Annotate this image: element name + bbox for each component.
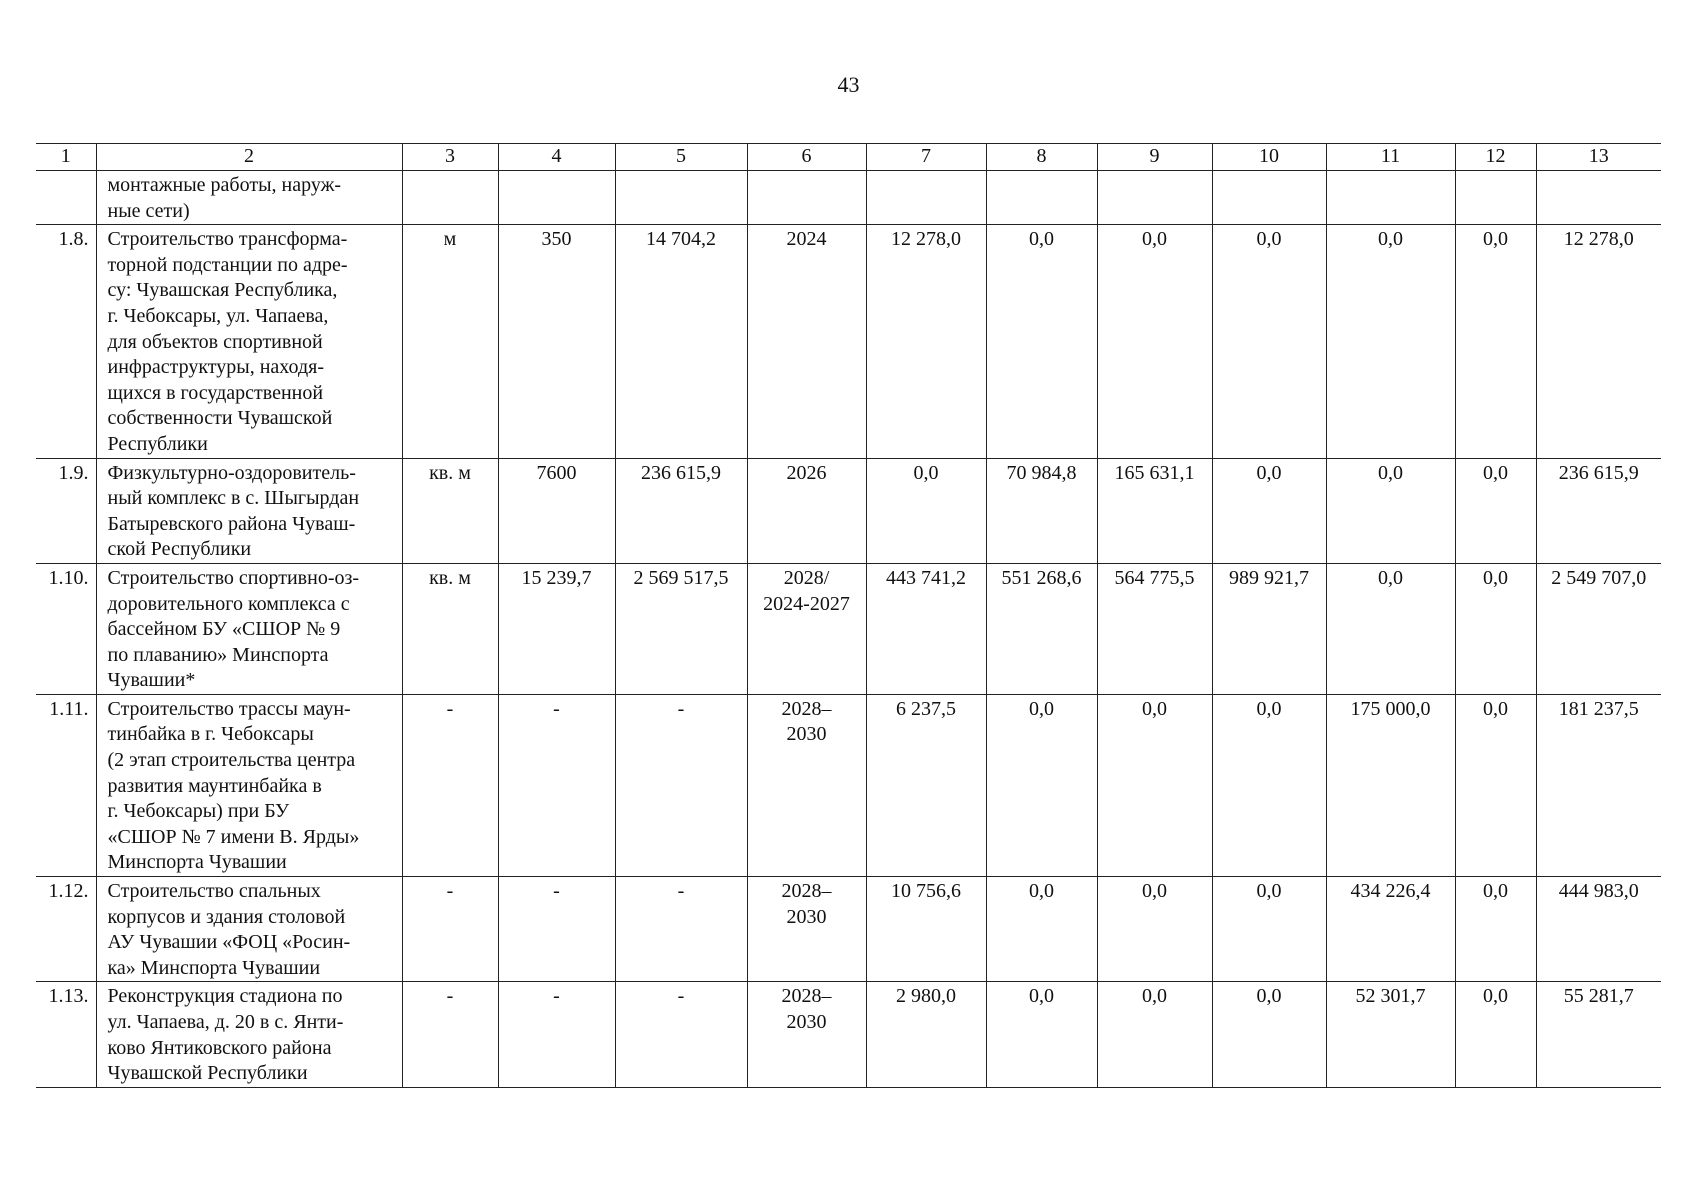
row-number-cell: 1.11. bbox=[36, 694, 96, 876]
cost-cell: 2 569 517,5 bbox=[615, 563, 747, 694]
unit-cell: - bbox=[402, 982, 498, 1087]
total-cell bbox=[1536, 171, 1661, 225]
years-line: 2026 bbox=[786, 461, 827, 484]
years-line: 2030 bbox=[786, 723, 827, 746]
amount-cell: 165 631,1 bbox=[1097, 458, 1212, 563]
amount-cell: 0,0 bbox=[1455, 458, 1536, 563]
name-line: собственности Чувашской bbox=[107, 407, 333, 430]
years-cell bbox=[747, 225, 866, 458]
name-cell bbox=[96, 982, 402, 1087]
name-line: г. Чебоксары, ул. Чапаева, bbox=[107, 304, 329, 327]
table-row bbox=[36, 225, 1661, 458]
row-number-cell: 1.13. bbox=[36, 982, 96, 1087]
amount-cell: 0,0 bbox=[1097, 225, 1212, 458]
years-line: 2024 bbox=[786, 228, 827, 251]
capacity-cell: - bbox=[498, 694, 615, 876]
name-line: ные сети) bbox=[107, 199, 190, 222]
column-header: 8 bbox=[986, 144, 1097, 171]
amount-cell: 0,0 bbox=[866, 458, 986, 563]
years-line: 2028– bbox=[781, 697, 832, 720]
table-row bbox=[36, 877, 1661, 982]
column-header: 6 bbox=[747, 144, 866, 171]
table-row bbox=[36, 694, 1661, 876]
amount-cell: 0,0 bbox=[1097, 877, 1212, 982]
amount-cell: 2 980,0 bbox=[866, 982, 986, 1087]
amount-cell: 0,0 bbox=[1097, 694, 1212, 876]
amount-cell: 0,0 bbox=[1455, 982, 1536, 1087]
amount-cell bbox=[1097, 171, 1212, 225]
capacity-cell bbox=[498, 171, 615, 225]
row-number-cell bbox=[36, 171, 96, 225]
unit-cell: - bbox=[402, 694, 498, 876]
name-line: для объектов спортивной bbox=[107, 330, 323, 353]
capacity-cell: - bbox=[498, 877, 615, 982]
name-line: монтажные работы, наруж- bbox=[107, 174, 342, 196]
name-line: Реконструкция стадиона по bbox=[107, 985, 343, 1008]
name-line: Республики bbox=[107, 432, 208, 455]
name-line: доровительного комплекса с bbox=[107, 592, 350, 615]
total-cell: 55 281,7 bbox=[1536, 982, 1661, 1087]
total-cell: 2 549 707,0 bbox=[1536, 563, 1661, 694]
page-number: 43 bbox=[837, 72, 860, 97]
years-cell bbox=[747, 982, 866, 1087]
years-cell bbox=[747, 563, 866, 694]
amount-cell: 564 775,5 bbox=[1097, 563, 1212, 694]
amount-cell bbox=[1212, 171, 1326, 225]
name-line: развития маунтинбайка в bbox=[107, 774, 322, 797]
name-line: г. Чебоксары) при БУ bbox=[107, 800, 290, 823]
amount-cell: 12 278,0 bbox=[866, 225, 986, 458]
cost-cell: - bbox=[615, 982, 747, 1087]
name-cell bbox=[96, 171, 402, 225]
name-line: Строительство трассы маун- bbox=[107, 697, 351, 720]
cost-cell: 236 615,9 bbox=[615, 458, 747, 563]
column-header: 7 bbox=[866, 144, 986, 171]
years-cell bbox=[747, 171, 866, 225]
amount-cell: 0,0 bbox=[1212, 982, 1326, 1087]
amount-cell: 0,0 bbox=[986, 694, 1097, 876]
name-line: торной подстанции по адре- bbox=[107, 253, 348, 276]
amount-cell: 0,0 bbox=[1455, 563, 1536, 694]
total-cell: 12 278,0 bbox=[1536, 225, 1661, 458]
amount-cell: 0,0 bbox=[1097, 982, 1212, 1087]
unit-cell: м bbox=[402, 225, 498, 458]
name-line: ской Республики bbox=[107, 538, 252, 561]
amount-cell: 0,0 bbox=[1455, 694, 1536, 876]
name-cell bbox=[96, 458, 402, 563]
row-number-cell: 1.10. bbox=[36, 563, 96, 694]
column-header: 9 bbox=[1097, 144, 1212, 171]
name-line: Строительство трансформа- bbox=[107, 228, 348, 251]
amount-cell: 175 000,0 bbox=[1326, 694, 1455, 876]
cost-cell: 14 704,2 bbox=[615, 225, 747, 458]
unit-cell bbox=[402, 171, 498, 225]
amount-cell: 0,0 bbox=[1455, 877, 1536, 982]
amount-cell: 0,0 bbox=[1326, 563, 1455, 694]
name-line: Строительство спальных bbox=[107, 880, 321, 903]
years-line: 2028– bbox=[781, 880, 832, 903]
data-table bbox=[36, 143, 1661, 1088]
amount-cell: 551 268,6 bbox=[986, 563, 1097, 694]
amount-cell: 0,0 bbox=[1326, 458, 1455, 563]
column-header: 1 bbox=[36, 144, 96, 171]
unit-cell: кв. м bbox=[402, 563, 498, 694]
column-header: 11 bbox=[1326, 144, 1455, 171]
name-line: ка» Минспорта Чувашии bbox=[107, 956, 321, 979]
name-line: по плаванию» Минспорта bbox=[107, 643, 329, 666]
amount-cell: 0,0 bbox=[1455, 225, 1536, 458]
amount-cell bbox=[866, 171, 986, 225]
name-line: Минспорта Чувашии bbox=[107, 851, 287, 874]
column-header: 13 bbox=[1536, 144, 1661, 171]
name-line: (2 этап строительства центра bbox=[107, 749, 356, 772]
amount-cell: 0,0 bbox=[1212, 225, 1326, 458]
name-line: щихся в государственной bbox=[107, 381, 324, 404]
amount-cell bbox=[1455, 171, 1536, 225]
name-line: ул. Чапаева, д. 20 в с. Янти- bbox=[107, 1011, 344, 1033]
total-cell: 236 615,9 bbox=[1536, 458, 1661, 563]
unit-cell: - bbox=[402, 877, 498, 982]
name-cell bbox=[96, 225, 402, 458]
name-cell bbox=[96, 877, 402, 982]
amount-cell: 0,0 bbox=[1212, 694, 1326, 876]
capacity-cell: - bbox=[498, 982, 615, 1087]
years-line: 2030 bbox=[786, 905, 827, 928]
amount-cell: 989 921,7 bbox=[1212, 563, 1326, 694]
amount-cell: 0,0 bbox=[1326, 225, 1455, 458]
years-line: 2024-2027 bbox=[763, 592, 850, 615]
name-line: «СШОР № 7 имени В. Ярды» bbox=[107, 825, 360, 848]
years-cell bbox=[747, 877, 866, 982]
name-line: тинбайка в г. Чебоксары bbox=[107, 723, 314, 746]
amount-cell: 6 237,5 bbox=[866, 694, 986, 876]
column-header: 3 bbox=[402, 144, 498, 171]
amount-cell: 70 984,8 bbox=[986, 458, 1097, 563]
name-cell bbox=[96, 694, 402, 876]
column-header: 2 bbox=[96, 144, 402, 171]
amount-cell: 0,0 bbox=[986, 877, 1097, 982]
name-line: инфраструктуры, находя- bbox=[107, 356, 324, 379]
amount-cell: 0,0 bbox=[1212, 877, 1326, 982]
cost-cell bbox=[615, 171, 747, 225]
name-line: бассейном БУ «СШОР № 9 bbox=[107, 618, 341, 641]
column-header: 10 bbox=[1212, 144, 1326, 171]
total-cell: 444 983,0 bbox=[1536, 877, 1661, 982]
name-line: Батыревского района Чуваш- bbox=[107, 512, 356, 535]
table-row bbox=[36, 171, 1661, 225]
amount-cell bbox=[986, 171, 1097, 225]
cost-cell: - bbox=[615, 877, 747, 982]
cost-cell: - bbox=[615, 694, 747, 876]
name-line: корпусов и здания столовой bbox=[107, 905, 346, 928]
row-number-cell: 1.8. bbox=[36, 225, 96, 458]
column-header: 4 bbox=[498, 144, 615, 171]
table-header-row bbox=[36, 144, 1661, 171]
capacity-cell: 15 239,7 bbox=[498, 563, 615, 694]
amount-cell bbox=[1326, 171, 1455, 225]
column-header: 5 bbox=[615, 144, 747, 171]
name-line: АУ Чувашии «ФОЦ «Росин- bbox=[107, 931, 351, 954]
unit-cell: кв. м bbox=[402, 458, 498, 563]
table-row bbox=[36, 982, 1661, 1087]
amount-cell: 434 226,4 bbox=[1326, 877, 1455, 982]
years-line: 2028– bbox=[781, 985, 832, 1008]
table-row bbox=[36, 458, 1661, 563]
total-cell: 181 237,5 bbox=[1536, 694, 1661, 876]
years-line: 2028/ bbox=[783, 566, 830, 589]
years-line: 2030 bbox=[786, 1011, 827, 1033]
name-cell bbox=[96, 563, 402, 694]
name-line: ный комплекс в с. Шыгырдан bbox=[107, 487, 360, 510]
amount-cell: 0,0 bbox=[986, 982, 1097, 1087]
name-line: Чувашской Республики bbox=[107, 1062, 308, 1085]
capacity-cell: 350 bbox=[498, 225, 615, 458]
name-line: ково Янтиковского района bbox=[107, 1036, 332, 1059]
amount-cell: 443 741,2 bbox=[866, 563, 986, 694]
row-number-cell: 1.12. bbox=[36, 877, 96, 982]
name-line: Физкультурно-оздоровитель- bbox=[107, 461, 356, 484]
name-line: Строительство спортивно-оз- bbox=[107, 566, 360, 589]
years-cell bbox=[747, 694, 866, 876]
row-number-cell: 1.9. bbox=[36, 458, 96, 563]
amount-cell: 10 756,6 bbox=[866, 877, 986, 982]
capacity-cell: 7600 bbox=[498, 458, 615, 563]
amount-cell: 0,0 bbox=[1212, 458, 1326, 563]
column-header: 12 bbox=[1455, 144, 1536, 171]
years-cell bbox=[747, 458, 866, 563]
table-row bbox=[36, 563, 1661, 694]
amount-cell: 0,0 bbox=[986, 225, 1097, 458]
name-line: су: Чувашская Республика, bbox=[107, 279, 338, 302]
amount-cell: 52 301,7 bbox=[1326, 982, 1455, 1087]
name-line: Чувашии* bbox=[107, 669, 196, 692]
